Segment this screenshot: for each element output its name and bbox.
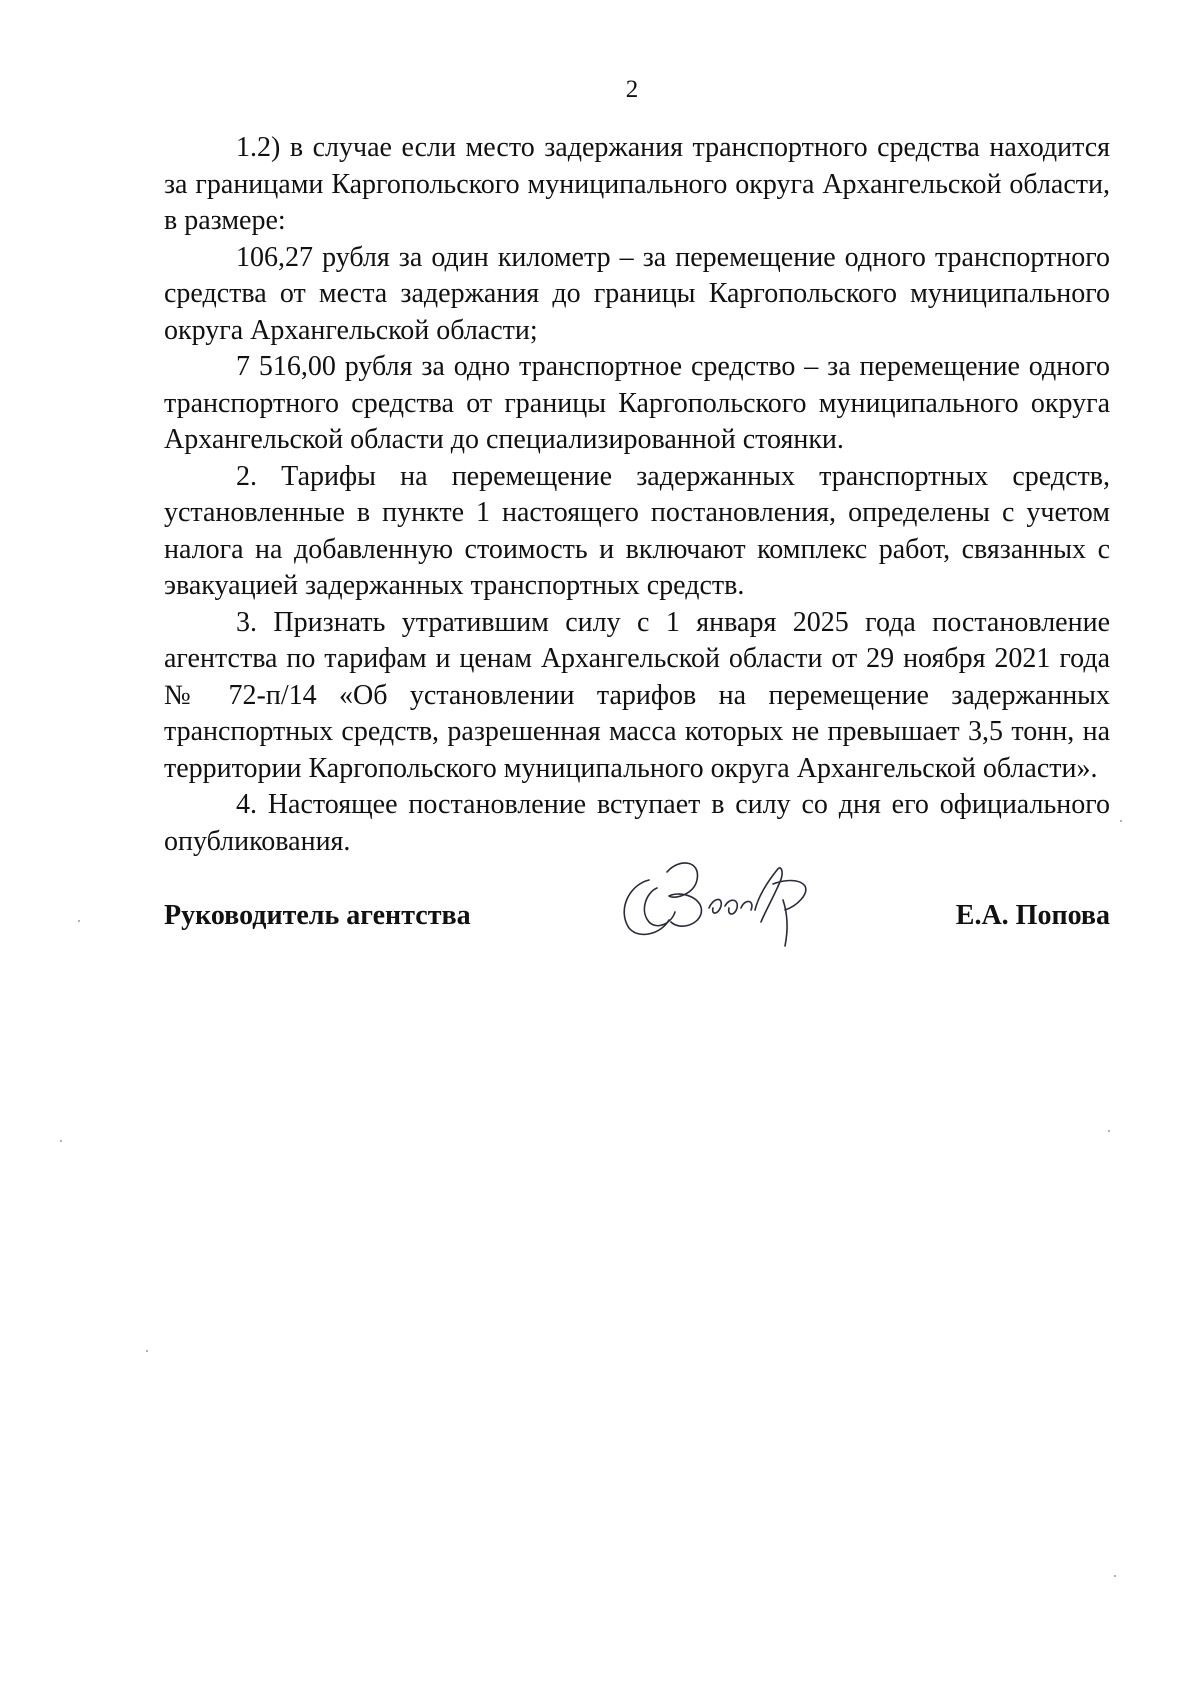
scan-speck: [146, 1350, 148, 1352]
handwritten-signature-icon: [609, 850, 819, 950]
scan-speck: [1108, 1130, 1110, 1132]
paragraph-rate-per-km: 106,27 рубля за один километр – за перемещение одного транспортного средства от места задержания до границы Каргопольского муниципального округа Архангельской области;: [164, 241, 1110, 346]
scan-speck: [78, 920, 80, 922]
signatory-position: Руководитель агентства: [164, 900, 471, 931]
scan-speck: [60, 1140, 62, 1142]
signer-name: Е.А. Попова: [955, 900, 1110, 931]
paragraph-4: 4. Настоящее постановление вступает в силу со дня его официального опубликования.: [164, 789, 1110, 857]
paragraph-3: 3. Признать утратившим силу с 1 января 2025 года постановление агентства по тарифам и ценам Архангельской области от 29 ноября 2021 года № 72-п/14 «Об установлении тарифов на перемещение задержанных транспортных средств, разрешенная масса которых не превышает 3,5 тонн, на территории Каргопольского муниципального округа Архангельской области».: [164, 606, 1110, 784]
paragraph-2: 2. Тарифы на перемещение задержанных транспортных средств, установленные в пункте 1 настоящего постановления, определены с учетом налога на добавленную стоимость и включают комплекс работ, связанных с эвакуацией задержанных транспортных средств.: [164, 460, 1110, 601]
document-body: [164, 130, 1110, 860]
signature-block: [164, 850, 1110, 970]
paragraph-rate-per-vehicle: 7 516,00 рубля за одно транспортное средство – за перемещение одного транспортного средства от границы Каргопольского муниципального округа Архангельской области до специализированной стоянки.: [164, 351, 1110, 455]
page-number: 2: [625, 76, 639, 103]
paragraph-1-2: 1.2) в случае если место задержания транспортного средства находится за границами Каргопольского муниципального округа Архангельской области, в размере:: [164, 132, 1110, 236]
scan-speck: [1114, 1575, 1116, 1577]
scan-speck: [1120, 820, 1122, 822]
